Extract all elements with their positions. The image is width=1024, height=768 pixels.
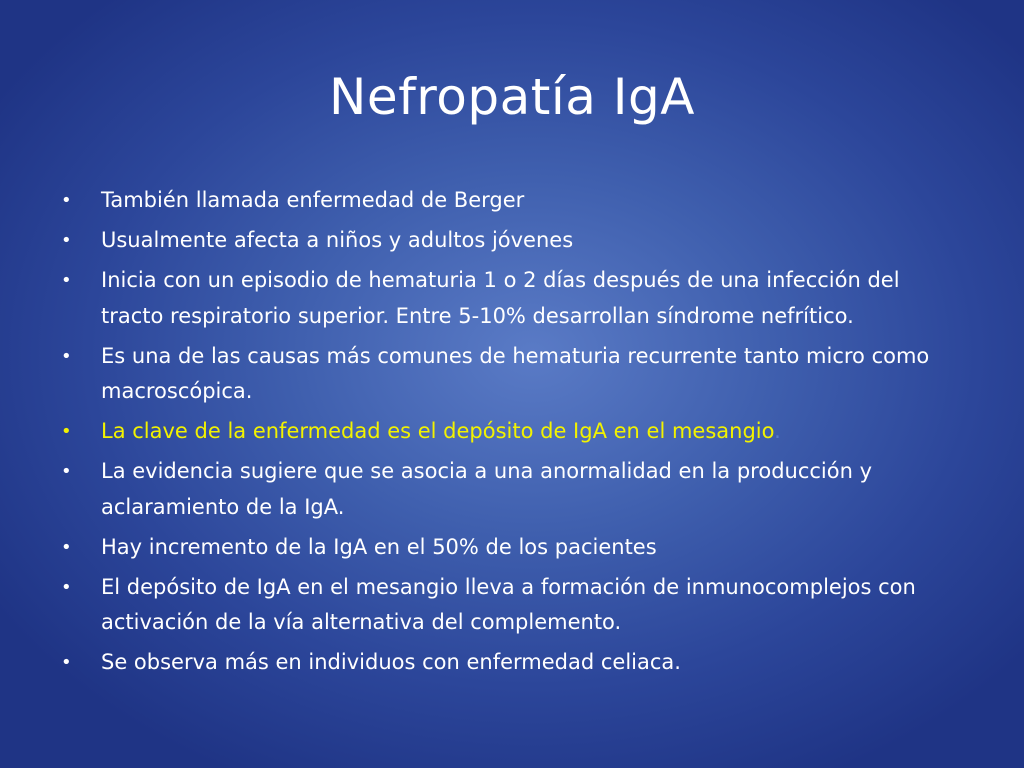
bullet-list	[58, 183, 958, 685]
bullet-item	[58, 263, 958, 334]
bullet-item	[58, 339, 958, 410]
bullet-text: El depósito de IgA en el mesangio lleva a formación de inmunocomplejos con activación de la vía alternativa del complemento.	[101, 574, 916, 634]
bullet-text: Hay incremento de la IgA en el 50% de los pacientes	[101, 534, 657, 559]
bullet-dot-icon: •	[61, 461, 72, 482]
bullet-dot-icon: •	[61, 230, 72, 251]
bullet-trailing-period: .	[774, 419, 781, 443]
bullet-item	[58, 223, 958, 259]
bullet-item	[58, 183, 958, 219]
bullet-text: Inicia con un episodio de hematuria 1 o 2 días después de una infección del tracto respiratorio superior. Entre 5-10% desarrollan síndrome nefrítico.	[101, 268, 900, 328]
bullet-dot-icon: •	[61, 345, 72, 367]
bullet-dot-icon: •	[61, 536, 72, 558]
bullet-item	[58, 645, 958, 681]
bullet-text: La clave de la enfermedad es el depósito de IgA en el mesangio	[101, 419, 775, 443]
bullet-dot-icon: •	[61, 421, 72, 442]
bullet-text: También llamada enfermedad de Berger	[101, 188, 525, 212]
bullet-dot-icon: •	[61, 270, 72, 291]
bullet-dot-icon: •	[61, 190, 72, 211]
bullet-text: Se observa más en individuos con enfermedad celiaca.	[101, 650, 681, 674]
bullet-dot-icon: •	[61, 576, 72, 598]
bullet-dot-icon: •	[61, 652, 72, 673]
bullet-item-highlighted	[58, 414, 958, 450]
bullet-item	[58, 454, 958, 525]
bullet-text: Usualmente afecta a niños y adultos jóvenes	[101, 228, 574, 252]
bullet-text: La evidencia sugiere que se asocia a una anormalidad en la producción y aclaramiento de la IgA.	[101, 459, 873, 519]
bullet-text: Es una de las causas más comunes de hematuria recurrente tanto micro como macroscópica.	[101, 343, 930, 403]
bullet-item	[58, 570, 958, 641]
bullet-item	[58, 530, 958, 566]
slide-title: Nefropatía IgA	[329, 68, 695, 126]
